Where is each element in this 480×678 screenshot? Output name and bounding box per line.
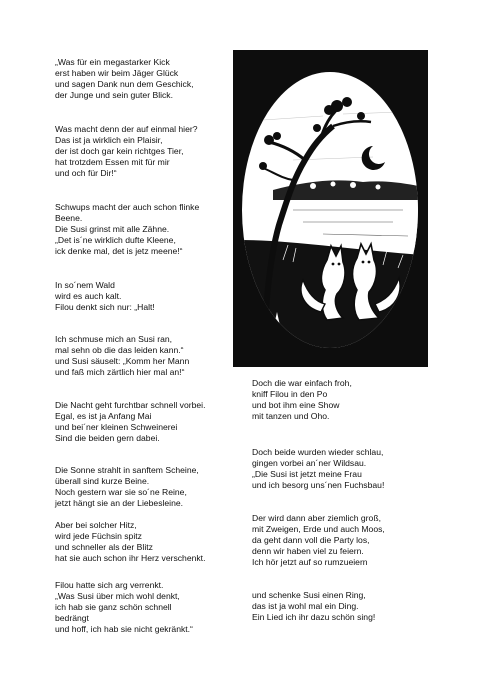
stanza-left-4 bbox=[55, 280, 155, 313]
stanza-right-2 bbox=[252, 447, 384, 491]
poem-line: hat trotzdem Essen mit für mir bbox=[55, 156, 170, 167]
stanza-left-5 bbox=[55, 334, 189, 378]
poem-line: Doch beide wurden wieder schlau, bbox=[252, 447, 384, 457]
poem-line: Egal, es ist ja Anfang Mai bbox=[55, 410, 152, 421]
poem-line: jetzt hängt sie an der Liebesleine. bbox=[55, 497, 184, 508]
poem-line: und och für Dir!“ bbox=[55, 167, 117, 178]
poem-line: und schneller als der Blitz bbox=[55, 541, 153, 552]
poem-line: Doch die war einfach froh, bbox=[252, 378, 352, 388]
poem-line: Die Susi grinst mit alle Zähne. bbox=[55, 223, 170, 234]
poem-line: gingen vorbei an´ner Wildsau. bbox=[252, 457, 367, 468]
stanza-right-3 bbox=[252, 513, 385, 568]
poem-line: ich hab sie ganz schön schnell bbox=[55, 601, 172, 612]
poem-line: Das ist ja wirklich ein Plaisir, bbox=[55, 134, 163, 145]
stanza-left-8 bbox=[55, 520, 205, 564]
stanza-left-2 bbox=[55, 124, 198, 179]
poem-line: denn wir haben viel zu feiern. bbox=[252, 545, 364, 556]
poem-line: erst haben wir beim Jäger Glück bbox=[55, 67, 179, 78]
poem-line: Filou hatte sich arg verrenkt. bbox=[55, 580, 164, 590]
poem-line: Die Nacht geht furchtbar schnell vorbei. bbox=[55, 400, 206, 410]
poem-line: „Det is´ne wirklich dufte Kleene, bbox=[55, 234, 176, 245]
poem-line: In so´nem Wald bbox=[55, 280, 115, 290]
poem-line: Beene. bbox=[55, 212, 83, 223]
poem-line: bedrängt bbox=[55, 612, 89, 623]
poem-line: „Was für ein megastarker Kick bbox=[55, 57, 170, 67]
poem-line: kniff Filou in den Po bbox=[252, 388, 328, 399]
poem-line: und hoff, ich hab sie nicht gekränkt.“ bbox=[55, 623, 193, 634]
poem-line: Was macht denn der auf einmal hier? bbox=[55, 124, 198, 134]
stanza-left-3 bbox=[55, 202, 199, 257]
poem-line: wird jede Füchsin spitz bbox=[55, 530, 142, 541]
poem-line: Der wird dann aber ziemlich groß, bbox=[252, 513, 381, 523]
stanza-left-6 bbox=[55, 400, 205, 444]
poem-line: mit tanzen und Oho. bbox=[252, 410, 330, 421]
poem-line: Ich schmuse mich an Susi ran, bbox=[55, 334, 173, 344]
poem-line: und ich besorg uns´nen Fuchsbau! bbox=[252, 479, 385, 490]
poem-line: „Was Susi über mich wohl denkt, bbox=[55, 590, 180, 601]
poem-line: Ein Lied ich ihr dazu schön sing! bbox=[252, 611, 376, 622]
poem-line: überall sind kurze Beine. bbox=[55, 475, 150, 486]
stanza-right-4 bbox=[252, 590, 375, 623]
poem-line: das ist ja wohl mal ein Ding. bbox=[252, 600, 359, 611]
poem-line: Filou denkt sich nur: „Halt! bbox=[55, 301, 155, 312]
poem-line: mit Zweigen, Erde und auch Moos, bbox=[252, 523, 385, 534]
poem-line: und schenke Susi einen Ring, bbox=[252, 590, 366, 600]
poem-line: Schwups macht der auch schon flinke bbox=[55, 202, 200, 212]
poem-line: „Die Susi ist jetzt meine Frau bbox=[252, 468, 362, 479]
poem-line: und Susi säuselt: „Komm her Mann bbox=[55, 355, 190, 366]
poem-line: Ich hör jetzt auf so rumzueiern bbox=[252, 556, 368, 567]
poem-line: mal sehn ob die das leiden kann.“ bbox=[55, 344, 184, 355]
stanza-right-1 bbox=[252, 378, 352, 422]
poem-line: Sind die beiden gern dabei. bbox=[55, 432, 160, 443]
poem-line: und bei´ner kleinen Schweinerei bbox=[55, 421, 178, 432]
stanza-left-1 bbox=[55, 57, 194, 101]
poem-line: und bot ihm eine Show bbox=[252, 399, 340, 410]
poem-line: der ist doch gar kein richtges Tier, bbox=[55, 145, 184, 156]
poem-line: und faß mich zärtlich hier mal an!“ bbox=[55, 366, 185, 377]
stanza-left-7 bbox=[55, 465, 199, 509]
poem-line: wird es auch kalt. bbox=[55, 290, 122, 301]
poem-line: da geht dann voll die Party los, bbox=[252, 534, 370, 545]
stanza-left-9 bbox=[55, 580, 193, 635]
poem-line: Noch gestern war sie so´ne Reine, bbox=[55, 486, 187, 497]
poem-line: hat sie auch schon ihr Herz verschenkt. bbox=[55, 552, 206, 563]
poem-line: Aber bei solcher Hitz, bbox=[55, 520, 137, 530]
poem-line: und sagen Dank nun dem Geschick, bbox=[55, 78, 194, 89]
poem-line: Die Sonne strahlt in sanftem Scheine, bbox=[55, 465, 199, 475]
fox-couple-illustration bbox=[233, 50, 428, 367]
poem-line: ick denke mal, det is jetz meene!“ bbox=[55, 245, 183, 256]
poem-line: der Junge und sein guter Blick. bbox=[55, 89, 173, 100]
